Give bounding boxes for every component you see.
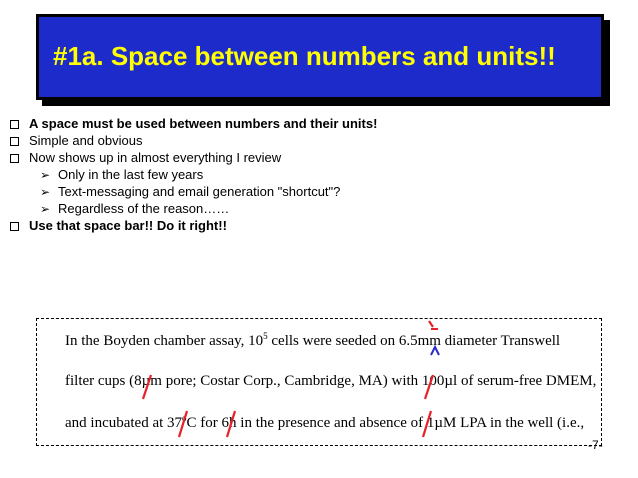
red-slash-mark — [227, 411, 235, 437]
excerpt-line-2: filter cups (8µm pore; Costar Corp., Cambridge, MA) with 100µl of serum-free DMEM, — [65, 373, 597, 389]
red-slash-mark — [143, 375, 151, 399]
excerpt-line-1: In the Boyden chamber assay, $10^5$ cells were seeded on 6.5mm diameter Transwell — [65, 331, 561, 349]
slide-title: #1a. Space between numbers and units!! — [53, 41, 556, 71]
red-slash-mark — [179, 411, 187, 437]
red-slash-mark — [423, 411, 431, 437]
sub-bullet-item: ➢ Regardless of the reason…… — [40, 201, 230, 216]
bullet-list — [8, 115, 628, 234]
red-slash-mark — [425, 375, 433, 399]
excerpt-line-3: and incubated at 37$^o$C for 6h in the presence and absence of 1µM LPA in the well (i.e., — [65, 413, 585, 431]
checkbox-bullet-icon — [10, 222, 19, 231]
checkbox-bullet-icon — [10, 137, 19, 146]
checkbox-bullet-icon — [10, 154, 19, 163]
example-excerpt-box — [36, 318, 602, 446]
checkbox-bullet-icon — [10, 120, 19, 129]
sub-bullet-item: ➢ Only in the last few years — [40, 167, 204, 182]
bullet-item: Now shows up in almost everything I review — [8, 149, 628, 166]
sub-bullet-item: ➢ Text-messaging and email generation "shortcut"? — [40, 184, 341, 199]
arrow-bullet-icon: ➢ — [40, 185, 51, 199]
title-banner — [36, 14, 604, 100]
bullet-item: A space must be used between numbers and their units! — [8, 115, 628, 132]
correction-marks — [37, 319, 603, 447]
arrow-bullet-icon: ➢ — [40, 202, 51, 216]
arrow-bullet-icon: ➢ — [40, 168, 51, 182]
bullet-item: Use that space bar!! Do it right!! — [8, 217, 628, 234]
page-number: -7- — [588, 438, 603, 452]
insertion-caret-mark — [431, 347, 439, 355]
red-slash-mark — [429, 321, 433, 327]
bullet-item: Simple and obvious — [8, 132, 628, 149]
